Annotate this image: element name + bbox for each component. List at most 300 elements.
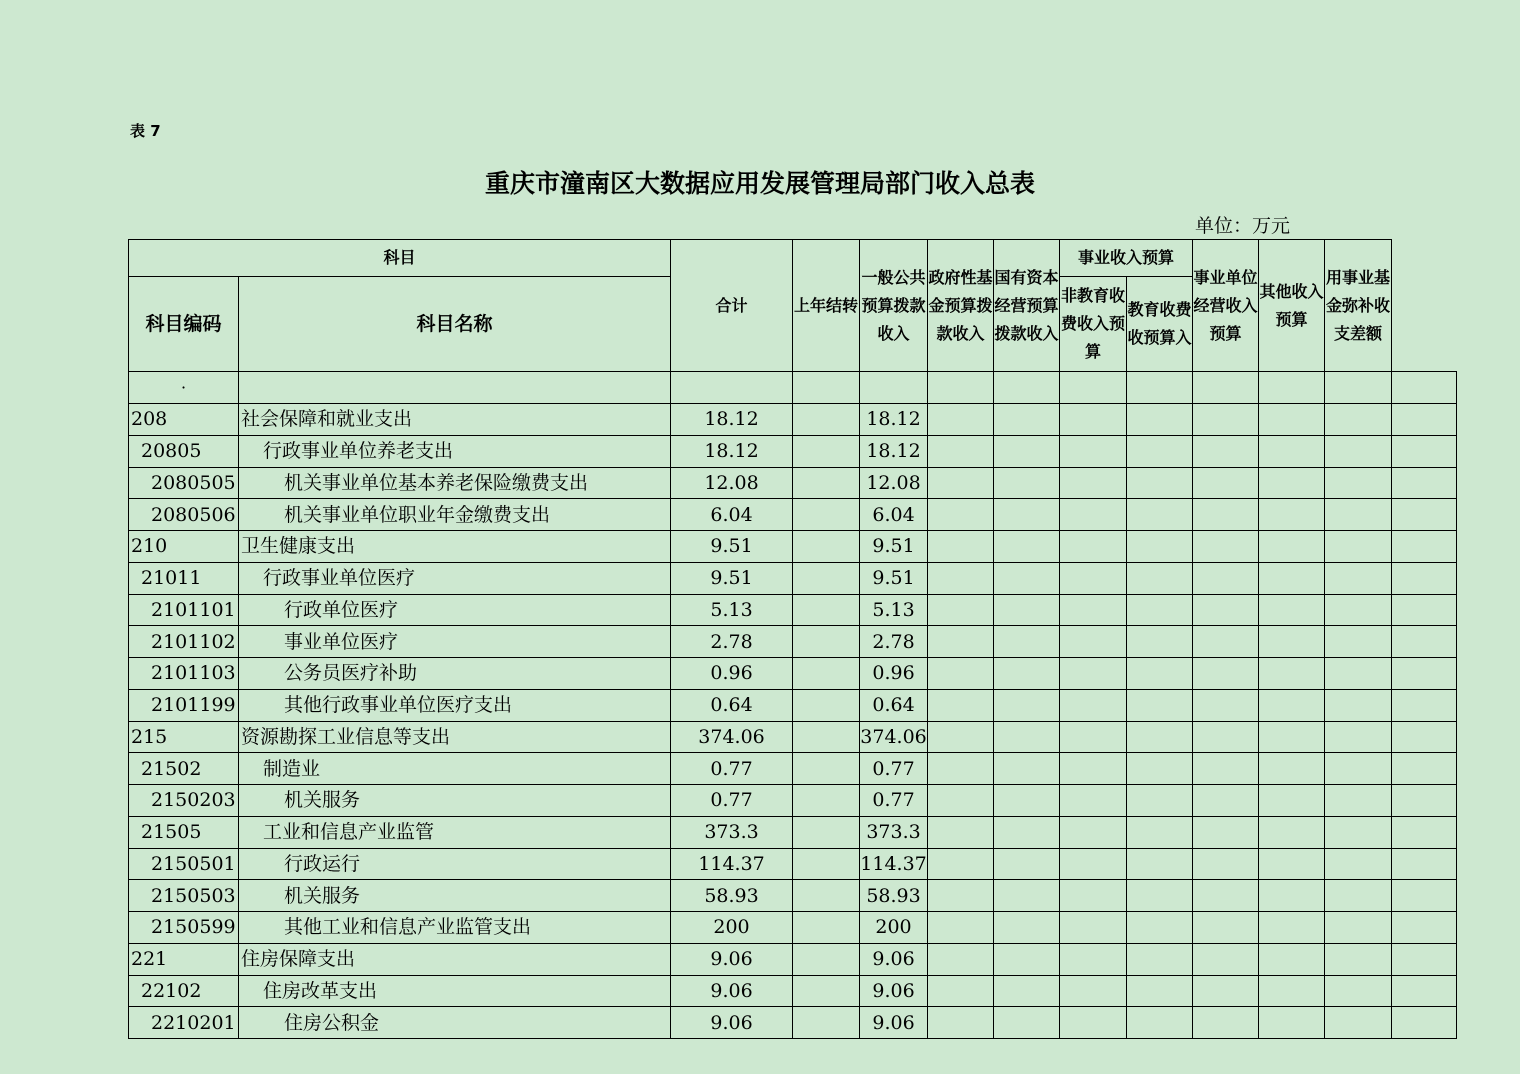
carryover-cell	[793, 594, 860, 626]
empty-cell	[994, 721, 1060, 753]
empty-cell	[1259, 531, 1325, 563]
carryover-cell	[793, 943, 860, 975]
empty-cell	[928, 1007, 994, 1039]
table-row	[129, 721, 1457, 753]
name-cell: 资源勘探工业信息等支出	[239, 721, 671, 753]
general-budget-cell: 0.77	[860, 753, 928, 785]
empty-cell	[1193, 785, 1259, 817]
code-cell: 215	[129, 721, 239, 753]
empty-cell	[1259, 721, 1325, 753]
empty-cell	[1259, 848, 1325, 880]
name-cell: 住房公积金	[239, 1007, 671, 1039]
empty-cell	[1127, 785, 1193, 817]
carryover-cell	[793, 975, 860, 1007]
empty-cell	[239, 372, 671, 404]
empty-cell	[928, 943, 994, 975]
empty-cell	[928, 816, 994, 848]
empty-cell	[928, 689, 994, 721]
empty-cell	[1259, 658, 1325, 690]
name-cell: 事业单位医疗	[239, 626, 671, 658]
general-budget-cell: 9.06	[860, 975, 928, 1007]
empty-cell	[994, 562, 1060, 594]
empty-cell	[1193, 626, 1259, 658]
table-row	[129, 499, 1457, 531]
empty-cell	[1127, 943, 1193, 975]
code-cell: 20805	[129, 435, 239, 467]
empty-cell	[1127, 562, 1193, 594]
name-cell: 公务员医疗补助	[239, 658, 671, 690]
table-body	[129, 372, 1457, 1039]
code-cell: 21502	[129, 753, 239, 785]
total-cell: 12.08	[671, 467, 793, 499]
empty-cell	[928, 975, 994, 1007]
empty-cell	[1325, 404, 1392, 436]
code-cell: 22102	[129, 975, 239, 1007]
table-row	[129, 912, 1457, 944]
table-row	[129, 816, 1457, 848]
table-header	[129, 240, 1457, 372]
total-cell: 6.04	[671, 499, 793, 531]
code-cell: 210	[129, 531, 239, 563]
code-cell: 208	[129, 404, 239, 436]
name-cell: 机关事业单位基本养老保险缴费支出	[239, 467, 671, 499]
empty-cell	[928, 467, 994, 499]
empty-cell	[1193, 467, 1259, 499]
empty-cell	[994, 594, 1060, 626]
code-cell: 221	[129, 943, 239, 975]
general-budget-cell: 9.06	[860, 1007, 928, 1039]
empty-cell	[1392, 689, 1457, 721]
empty-cell	[1392, 975, 1457, 1007]
empty-cell	[1127, 753, 1193, 785]
total-cell: 18.12	[671, 404, 793, 436]
empty-cell	[1127, 880, 1193, 912]
empty-cell	[1325, 912, 1392, 944]
empty-cell	[1193, 721, 1259, 753]
header-code: 科目编码	[129, 277, 239, 372]
table-row	[129, 753, 1457, 785]
empty-cell	[1060, 594, 1127, 626]
empty-cell	[994, 785, 1060, 817]
empty-cell	[1193, 435, 1259, 467]
empty-cell	[1127, 404, 1193, 436]
table-row	[129, 404, 1457, 436]
code-cell: 21505	[129, 816, 239, 848]
empty-cell	[1127, 721, 1193, 753]
carryover-cell	[793, 912, 860, 944]
general-budget-cell: 6.04	[860, 499, 928, 531]
table-row	[129, 372, 1457, 404]
empty-cell	[1127, 626, 1193, 658]
empty-cell	[1392, 785, 1457, 817]
name-cell: 机关服务	[239, 880, 671, 912]
general-budget-cell: 9.51	[860, 562, 928, 594]
empty-cell	[928, 626, 994, 658]
empty-cell	[1060, 499, 1127, 531]
empty-cell	[1193, 1007, 1259, 1039]
header-gov-fund: 政府性基金预算拨款收入	[928, 240, 994, 372]
empty-cell	[1325, 975, 1392, 1007]
table-row	[129, 562, 1457, 594]
empty-cell	[994, 943, 1060, 975]
empty-cell	[1259, 1007, 1325, 1039]
total-cell: 0.64	[671, 689, 793, 721]
empty-cell	[1127, 848, 1193, 880]
name-cell: 工业和信息产业监管	[239, 816, 671, 848]
empty-cell	[1193, 816, 1259, 848]
empty-cell	[994, 467, 1060, 499]
empty-cell	[1392, 848, 1457, 880]
empty-cell	[1127, 975, 1193, 1007]
name-cell: 住房改革支出	[239, 975, 671, 1007]
empty-cell	[1392, 404, 1457, 436]
empty-cell	[1325, 467, 1392, 499]
header-name: 科目名称	[239, 277, 671, 372]
empty-cell	[994, 658, 1060, 690]
empty-cell	[1259, 467, 1325, 499]
empty-cell	[928, 658, 994, 690]
empty-cell	[1259, 372, 1325, 404]
empty-cell	[1392, 943, 1457, 975]
table-row	[129, 785, 1457, 817]
code-cell: 2080506	[129, 499, 239, 531]
name-cell: 制造业	[239, 753, 671, 785]
empty-cell	[1193, 562, 1259, 594]
empty-cell	[1325, 1007, 1392, 1039]
empty-cell	[1259, 912, 1325, 944]
empty-cell	[1060, 912, 1127, 944]
general-budget-cell: 0.64	[860, 689, 928, 721]
general-budget-cell: 373.3	[860, 816, 928, 848]
table-row	[129, 848, 1457, 880]
empty-cell	[1127, 816, 1193, 848]
total-cell: 200	[671, 912, 793, 944]
general-budget-cell: 0.77	[860, 785, 928, 817]
empty-cell	[1127, 531, 1193, 563]
empty-cell	[1325, 785, 1392, 817]
name-cell: 机关事业单位职业年金缴费支出	[239, 499, 671, 531]
empty-cell	[1325, 372, 1392, 404]
empty-cell	[1060, 658, 1127, 690]
first-row-mark: ·	[129, 372, 239, 404]
code-cell: 2101102	[129, 626, 239, 658]
total-cell: 18.12	[671, 435, 793, 467]
empty-cell	[1392, 1007, 1457, 1039]
empty-cell	[994, 689, 1060, 721]
empty-cell	[1060, 1007, 1127, 1039]
empty-cell	[1259, 404, 1325, 436]
total-cell: 58.93	[671, 880, 793, 912]
empty-cell	[1392, 499, 1457, 531]
table-row	[129, 1007, 1457, 1039]
empty-cell	[1127, 1007, 1193, 1039]
table-row	[129, 880, 1457, 912]
general-budget-cell: 200	[860, 912, 928, 944]
carryover-cell	[793, 435, 860, 467]
table-row	[129, 689, 1457, 721]
code-cell: 2101103	[129, 658, 239, 690]
empty-cell	[1325, 626, 1392, 658]
empty-cell	[1259, 626, 1325, 658]
total-cell: 374.06	[671, 721, 793, 753]
carryover-cell	[793, 689, 860, 721]
empty-cell	[671, 372, 793, 404]
empty-cell	[1392, 816, 1457, 848]
empty-cell	[1060, 626, 1127, 658]
empty-cell	[1325, 435, 1392, 467]
empty-cell	[1325, 499, 1392, 531]
total-cell: 0.77	[671, 785, 793, 817]
empty-cell	[994, 372, 1060, 404]
empty-cell	[1060, 404, 1127, 436]
empty-cell	[1392, 594, 1457, 626]
name-cell: 行政事业单位医疗	[239, 562, 671, 594]
header-unit-operating: 事业单位经营收入预算	[1193, 240, 1259, 372]
empty-cell	[1325, 753, 1392, 785]
carryover-cell	[793, 721, 860, 753]
carryover-cell	[793, 562, 860, 594]
empty-cell	[1325, 943, 1392, 975]
empty-cell	[1392, 467, 1457, 499]
page-title: 重庆市潼南区大数据应用发展管理局部门收入总表	[484, 169, 1035, 198]
name-cell: 行政运行	[239, 848, 671, 880]
empty-cell	[928, 499, 994, 531]
general-budget-cell: 58.93	[860, 880, 928, 912]
empty-cell	[793, 372, 860, 404]
empty-cell	[1060, 435, 1127, 467]
empty-cell	[928, 372, 994, 404]
code-cell: 2150203	[129, 785, 239, 817]
empty-cell	[1193, 689, 1259, 721]
name-cell: 机关服务	[239, 785, 671, 817]
empty-cell	[1392, 658, 1457, 690]
total-cell: 9.06	[671, 975, 793, 1007]
general-budget-cell: 12.08	[860, 467, 928, 499]
empty-cell	[928, 785, 994, 817]
empty-cell	[1060, 943, 1127, 975]
name-cell: 其他工业和信息产业监管支出	[239, 912, 671, 944]
empty-cell	[1193, 372, 1259, 404]
empty-cell	[1392, 531, 1457, 563]
carryover-cell	[793, 467, 860, 499]
carryover-cell	[793, 531, 860, 563]
empty-cell	[994, 435, 1060, 467]
empty-cell	[1193, 848, 1259, 880]
empty-cell	[1392, 562, 1457, 594]
empty-cell	[1127, 658, 1193, 690]
empty-cell	[1392, 753, 1457, 785]
header-other-income: 其他收入预算	[1259, 240, 1325, 372]
code-cell: 2101199	[129, 689, 239, 721]
empty-cell	[928, 404, 994, 436]
name-cell: 行政单位医疗	[239, 594, 671, 626]
empty-cell	[860, 372, 928, 404]
empty-cell	[1127, 594, 1193, 626]
empty-cell	[994, 848, 1060, 880]
header-career-income: 事业收入预算	[1060, 240, 1193, 277]
empty-cell	[1325, 816, 1392, 848]
header-state-capital: 国有资本经营预算拨款收入	[994, 240, 1060, 372]
general-budget-cell: 9.06	[860, 943, 928, 975]
code-cell: 2150501	[129, 848, 239, 880]
empty-cell	[1060, 753, 1127, 785]
empty-cell	[994, 499, 1060, 531]
name-cell: 社会保障和就业支出	[239, 404, 671, 436]
empty-cell	[1259, 562, 1325, 594]
empty-cell	[1259, 435, 1325, 467]
empty-cell	[994, 912, 1060, 944]
carryover-cell	[793, 499, 860, 531]
empty-cell	[928, 594, 994, 626]
empty-cell	[1193, 912, 1259, 944]
general-budget-cell: 114.37	[860, 848, 928, 880]
empty-cell	[1060, 848, 1127, 880]
header-edu: 教育收费收预算入	[1127, 277, 1193, 372]
empty-cell	[1193, 975, 1259, 1007]
empty-cell	[1060, 721, 1127, 753]
general-budget-cell: 0.96	[860, 658, 928, 690]
empty-cell	[928, 721, 994, 753]
table-row	[129, 467, 1457, 499]
empty-cell	[1060, 467, 1127, 499]
empty-cell	[1193, 594, 1259, 626]
empty-cell	[1127, 435, 1193, 467]
empty-cell	[928, 435, 994, 467]
empty-cell	[994, 531, 1060, 563]
table-row	[129, 943, 1457, 975]
unit-label: 单位：万元	[1195, 215, 1291, 237]
empty-cell	[1127, 689, 1193, 721]
empty-cell	[1193, 943, 1259, 975]
name-cell: 住房保障支出	[239, 943, 671, 975]
total-cell: 5.13	[671, 594, 793, 626]
empty-cell	[1259, 753, 1325, 785]
empty-cell	[1259, 816, 1325, 848]
table-row	[129, 658, 1457, 690]
table-row	[129, 435, 1457, 467]
code-cell: 2080505	[129, 467, 239, 499]
code-cell: 2210201	[129, 1007, 239, 1039]
empty-cell	[1325, 721, 1392, 753]
carryover-cell	[793, 848, 860, 880]
empty-cell	[928, 912, 994, 944]
empty-cell	[1193, 880, 1259, 912]
total-cell: 9.06	[671, 943, 793, 975]
carryover-cell	[793, 626, 860, 658]
empty-cell	[1259, 594, 1325, 626]
income-summary-table	[128, 239, 1457, 1039]
empty-cell	[994, 975, 1060, 1007]
empty-cell	[1259, 943, 1325, 975]
empty-cell	[1392, 721, 1457, 753]
header-fund-make-up: 用事业基金弥补收支差额	[1325, 240, 1392, 372]
carryover-cell	[793, 658, 860, 690]
empty-cell	[1193, 404, 1259, 436]
empty-cell	[1325, 531, 1392, 563]
code-cell: 2101101	[129, 594, 239, 626]
carryover-cell	[793, 753, 860, 785]
name-cell: 行政事业单位养老支出	[239, 435, 671, 467]
empty-cell	[1392, 435, 1457, 467]
general-budget-cell: 9.51	[860, 531, 928, 563]
code-cell: 2150503	[129, 880, 239, 912]
total-cell: 9.51	[671, 531, 793, 563]
carryover-cell	[793, 880, 860, 912]
empty-cell	[1392, 626, 1457, 658]
empty-cell	[1060, 816, 1127, 848]
total-cell: 9.51	[671, 562, 793, 594]
empty-cell	[1060, 880, 1127, 912]
empty-cell	[1193, 753, 1259, 785]
empty-cell	[1060, 975, 1127, 1007]
empty-cell	[1060, 562, 1127, 594]
empty-cell	[1127, 372, 1193, 404]
empty-cell	[994, 404, 1060, 436]
empty-cell	[1193, 658, 1259, 690]
general-budget-cell: 5.13	[860, 594, 928, 626]
empty-cell	[1392, 912, 1457, 944]
empty-cell	[1325, 594, 1392, 626]
empty-cell	[1325, 658, 1392, 690]
empty-cell	[1193, 531, 1259, 563]
general-budget-cell: 2.78	[860, 626, 928, 658]
total-cell: 0.77	[671, 753, 793, 785]
header-non-edu: 非教育收费收入预算	[1060, 277, 1127, 372]
empty-cell	[1127, 467, 1193, 499]
empty-cell	[994, 816, 1060, 848]
total-cell: 9.06	[671, 1007, 793, 1039]
empty-cell	[994, 753, 1060, 785]
empty-cell	[1060, 372, 1127, 404]
empty-cell	[1325, 689, 1392, 721]
empty-cell	[1259, 975, 1325, 1007]
code-cell: 2150599	[129, 912, 239, 944]
table-row	[129, 626, 1457, 658]
header-general-budget: 一般公共预算拨款收入	[860, 240, 928, 372]
empty-cell	[1060, 531, 1127, 563]
empty-cell	[1060, 785, 1127, 817]
code-cell: 21011	[129, 562, 239, 594]
empty-cell	[928, 848, 994, 880]
empty-cell	[1325, 562, 1392, 594]
empty-cell	[1325, 880, 1392, 912]
total-cell: 373.3	[671, 816, 793, 848]
general-budget-cell: 374.06	[860, 721, 928, 753]
empty-cell	[1259, 880, 1325, 912]
empty-cell	[928, 531, 994, 563]
table-row	[129, 531, 1457, 563]
empty-cell	[1060, 689, 1127, 721]
empty-cell	[1127, 499, 1193, 531]
empty-cell	[1325, 848, 1392, 880]
header-total: 合计	[671, 240, 793, 372]
table-row	[129, 594, 1457, 626]
header-subject: 科目	[129, 240, 671, 277]
total-cell: 0.96	[671, 658, 793, 690]
table-number: 表 7	[130, 122, 161, 140]
empty-cell	[1259, 689, 1325, 721]
carryover-cell	[793, 816, 860, 848]
empty-cell	[994, 880, 1060, 912]
name-cell: 其他行政事业单位医疗支出	[239, 689, 671, 721]
general-budget-cell: 18.12	[860, 404, 928, 436]
total-cell: 114.37	[671, 848, 793, 880]
empty-cell	[928, 880, 994, 912]
general-budget-cell: 18.12	[860, 435, 928, 467]
table-row	[129, 975, 1457, 1007]
name-cell: 卫生健康支出	[239, 531, 671, 563]
empty-cell	[1392, 880, 1457, 912]
